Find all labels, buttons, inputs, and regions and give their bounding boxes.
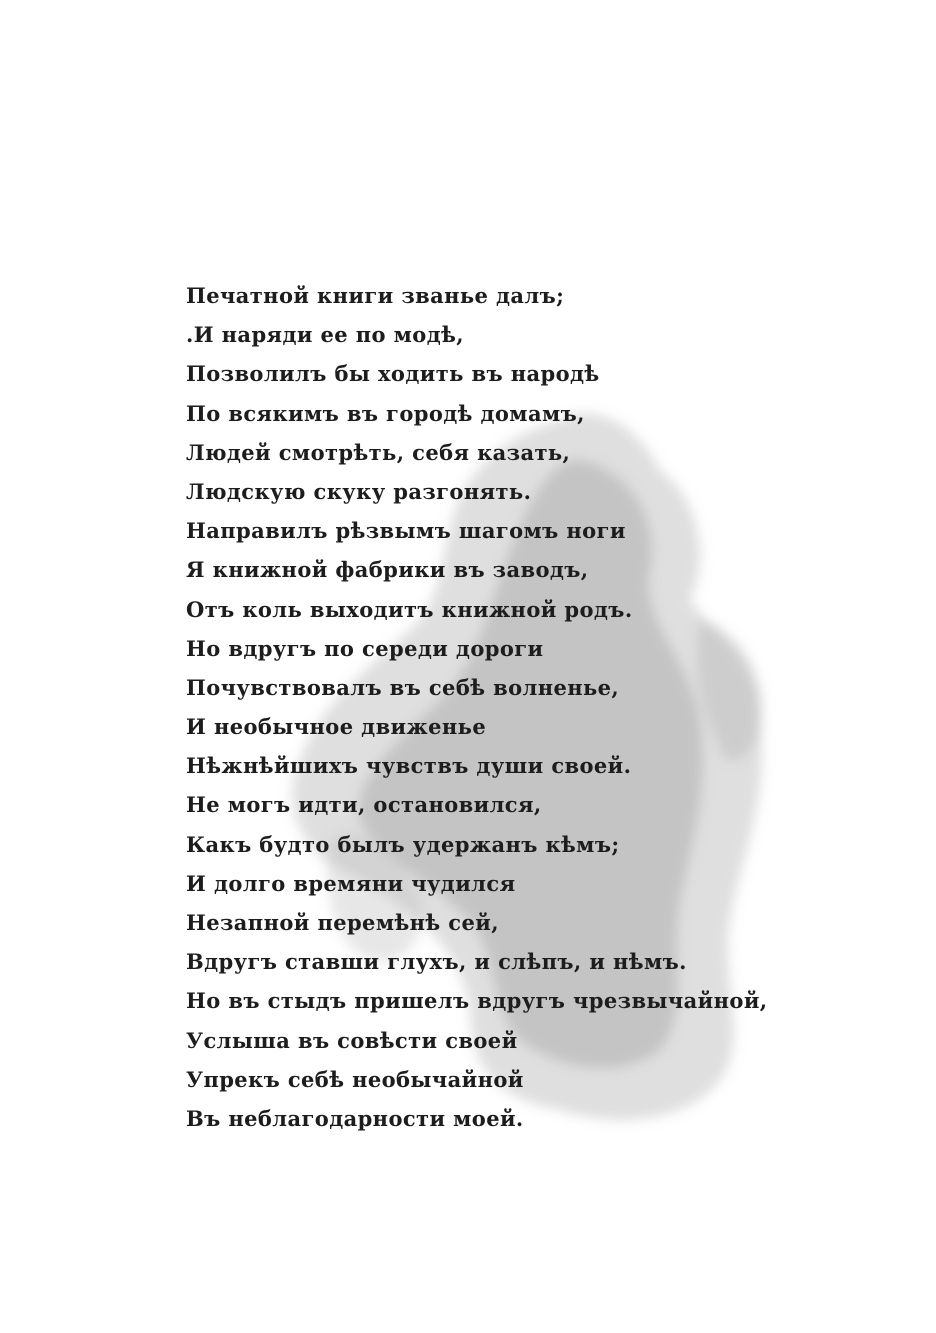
poem-line: Людскую скуку разгонять. — [186, 478, 532, 504]
poem-line: Отъ коль выходитъ книжной родъ. — [186, 596, 633, 622]
poem-line: Упрекъ себѣ необычайной — [186, 1066, 524, 1092]
poem-line: Услыша въ совѣсти своей — [186, 1027, 518, 1053]
poem-line: Людей смотрѣть, себя казать, — [186, 439, 571, 465]
poem-line: Печатной книги званье далъ; — [186, 283, 565, 308]
poem-line: Въ неблагодарности моей. — [186, 1105, 524, 1131]
poem-text — [186, 276, 768, 1138]
poem-line: Направилъ рѣзвымъ шагомъ ноги — [186, 518, 626, 544]
poem-line: По всякимъ въ городѣ домамъ, — [186, 400, 585, 426]
poem-line: .И наряди ее по модѣ, — [186, 322, 464, 348]
poem-line: Почувствовалъ въ себѣ волненье, — [186, 674, 620, 700]
poem-line: Я книжной фабрики въ заводъ, — [186, 557, 589, 583]
poem-line: Какъ будто былъ удержанъ кѣмъ; — [186, 831, 620, 857]
poem-line: Но вдругъ по середи дороги — [186, 635, 544, 661]
poem-line: И долго времяни чудился — [186, 870, 516, 896]
poem-line: Не могъ идти, остановился, — [186, 792, 542, 818]
poem-line: Нѣжнѣйшихъ чувствъ души своей. — [186, 753, 632, 779]
poem-line: Позволилъ бы ходить въ народѣ — [186, 361, 600, 387]
poem-line: Вдругъ ставши глухъ, и слѣпъ, и нѣмъ. — [186, 949, 687, 975]
poem-line: Незапной перемѣнѣ сей, — [186, 910, 499, 935]
poem-line: И необычное движенье — [186, 714, 487, 740]
poem-line: Но въ стыдъ пришелъ вдругъ чрезвычайной, — [186, 988, 768, 1014]
